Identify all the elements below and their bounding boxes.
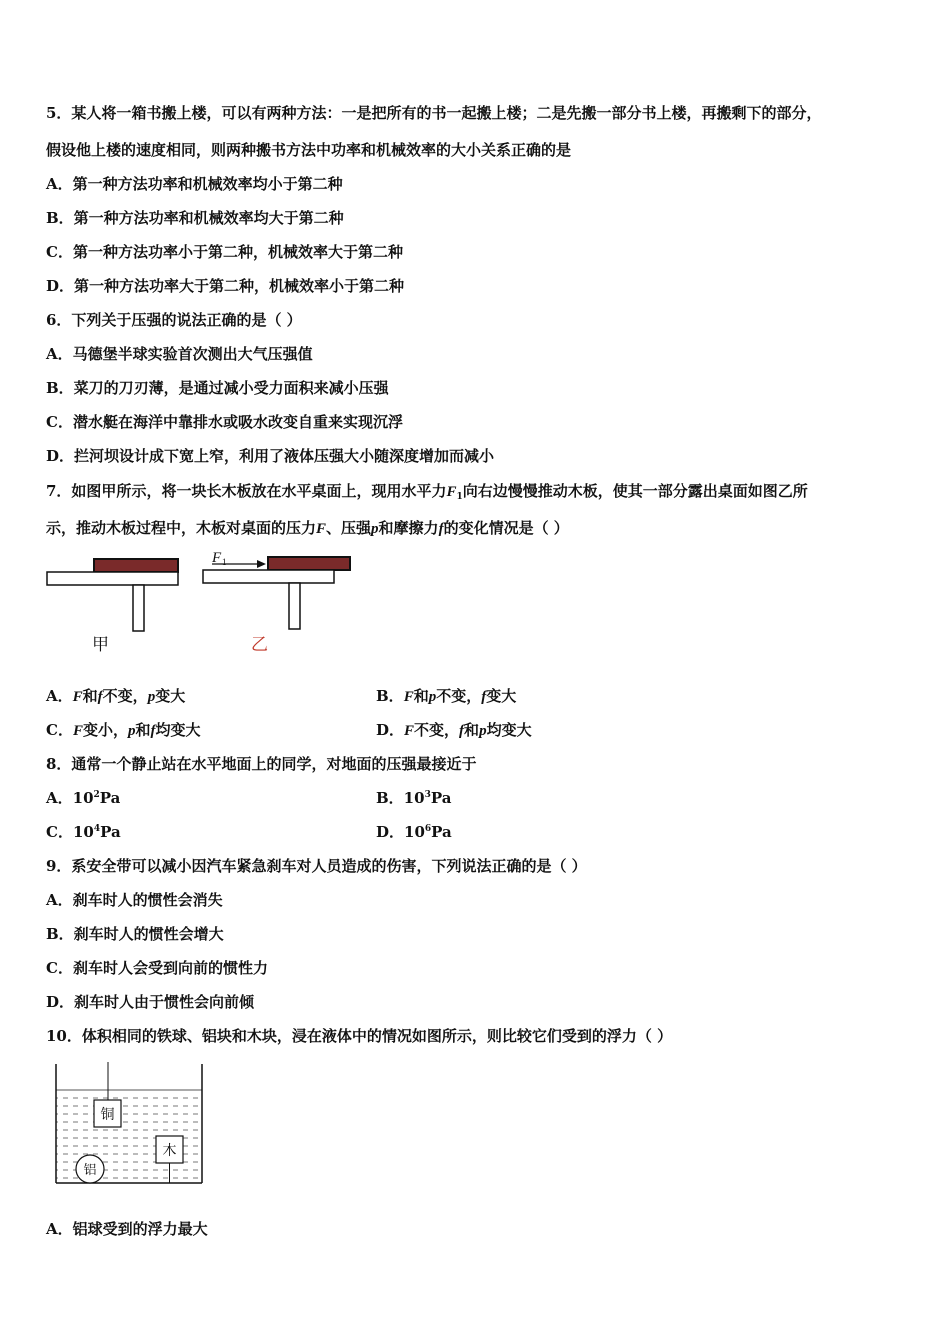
q10-figure-container bbox=[52, 1062, 207, 1187]
force-f1-sub: 1 bbox=[222, 557, 227, 567]
q5-stem-line1: 5．某人将一箱书搬上楼，可以有两种方法：一是把所有的书一起搬上楼；二是先搬一部分书上楼，再搬剩下的部分， bbox=[46, 104, 822, 122]
aluminum-label: 铝 bbox=[83, 1163, 97, 1178]
q6-option-b: B．菜刀的刀刃薄，是通过减小受力面积来减小压强 bbox=[46, 379, 389, 397]
wood-label: 木 bbox=[162, 1143, 177, 1159]
q9-stem: 9．系安全带可以减小因汽车紧急刹车对人员造成的伤害，下列说法正确的是（ ） bbox=[46, 857, 587, 875]
q7-option-b: B．F和p不变，f变大 bbox=[376, 687, 517, 705]
q6-option-c: C．潜水艇在海洋中靠排水或吸水改变自重来实现沉浮 bbox=[46, 413, 403, 431]
q8-option-a: A．$10^2Pa$ bbox=[46, 789, 121, 807]
q8-option-b: B．$10^3Pa$ bbox=[376, 789, 452, 807]
q8-option-d: D．$10^6Pa$ bbox=[376, 823, 452, 841]
q7-stem-line1: 7．如图甲所示，将一块长木板放在水平桌面上，现用水平力$F_1$向右边慢慢推动木板，使其一部分露出桌面如图乙所 bbox=[46, 482, 808, 502]
q7-stem-line2: 示，推动木板过程中，木板对桌面的压力F、压强p和摩擦力f的变化情况是（ ） bbox=[46, 519, 569, 537]
q7-option-a: A．F和f不变，p变大 bbox=[46, 687, 186, 705]
yi-table-top bbox=[203, 570, 334, 583]
q7-label-yi: 乙 bbox=[251, 635, 268, 655]
q5-option-d: D．第一种方法功率大于第二种，机械效率小于第二种 bbox=[46, 277, 405, 295]
q5-option-c: C．第一种方法功率小于第二种，机械效率大于第二种 bbox=[46, 243, 403, 261]
q5-option-a: A．第一种方法功率和机械效率均小于第二种 bbox=[46, 175, 343, 193]
force-arrow-head bbox=[257, 560, 266, 568]
q5-stem-line2: 假设他上楼的速度相同，则两种搬书方法中功率和机械效率的大小关系正确的是 bbox=[46, 141, 572, 159]
q7-option-d: D．F不变，f和p均变大 bbox=[376, 721, 532, 739]
q7-option-c: C．F变小，p和f均变大 bbox=[46, 721, 201, 739]
q5-option-b: B．第一种方法功率和机械效率均大于第二种 bbox=[46, 209, 344, 227]
jia-table-leg bbox=[133, 585, 144, 631]
jia-table-top bbox=[47, 572, 178, 585]
q7-figure-yi bbox=[200, 546, 360, 636]
jia-board bbox=[94, 559, 178, 572]
q6-option-d: D．拦河坝设计成下宽上窄，利用了液体压强大小随深度增加而减小 bbox=[46, 447, 495, 465]
q9-option-c: C．刹车时人会受到向前的惯性力 bbox=[46, 959, 268, 977]
q6-stem: 6．下列关于压强的说法正确的是（ ） bbox=[46, 311, 302, 329]
q8-option-c: C．$10^4Pa$ bbox=[46, 823, 121, 841]
q7-label-jia: 甲 bbox=[92, 635, 109, 655]
yi-board bbox=[268, 557, 350, 570]
q7-figure-jia bbox=[44, 552, 184, 634]
copper-label: 铜 bbox=[100, 1107, 115, 1123]
q9-option-d: D．刹车时人由于惯性会向前倾 bbox=[46, 993, 255, 1011]
force-f1-label: F bbox=[212, 550, 222, 566]
q8-stem: 8．通常一个静止站在水平地面上的同学，对地面的压强最接近于 bbox=[46, 755, 477, 773]
q9-option-a: A．刹车时人的惯性会消失 bbox=[46, 891, 223, 909]
q6-option-a: A．马德堡半球实验首次测出大气压强值 bbox=[46, 345, 313, 363]
yi-table-leg bbox=[289, 583, 300, 629]
q10-stem: 10．体积相同的铁球、铝块和木块，浸在液体中的情况如图所示，则比较它们受到的浮力（ ） bbox=[46, 1027, 673, 1045]
q9-option-b: B．刹车时人的惯性会增大 bbox=[46, 925, 224, 943]
q10-option-a: A．铝球受到的浮力最大 bbox=[46, 1220, 208, 1238]
